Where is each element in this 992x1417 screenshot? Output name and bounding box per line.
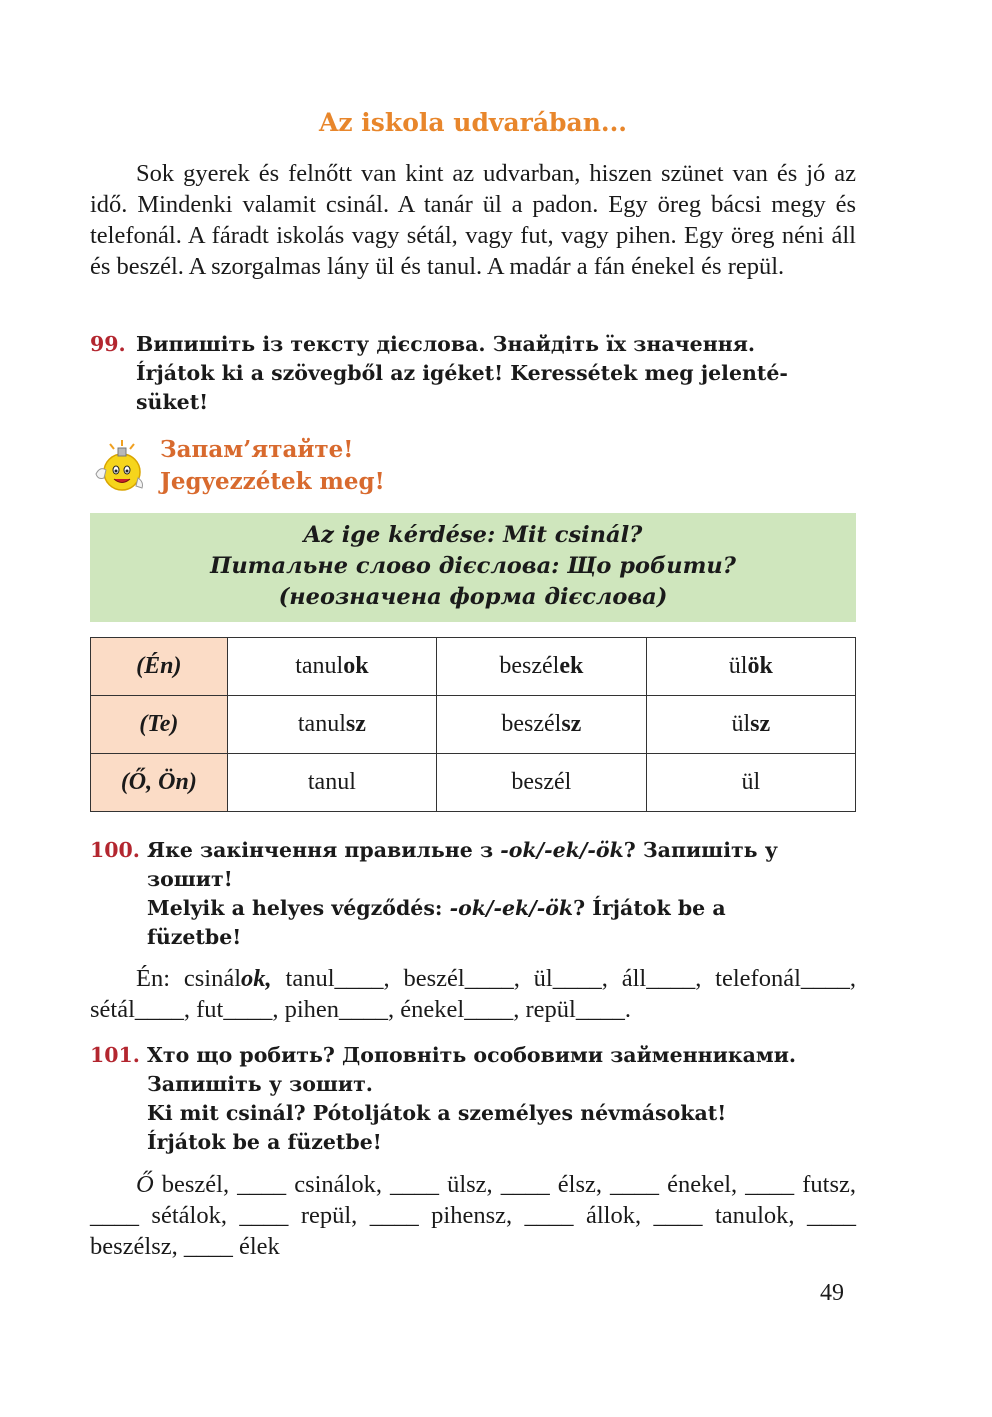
task-instruction-uk-cont: зошит! <box>147 867 233 891</box>
task-instruction-uk: Яке закінчення правильне з -ok/-ek/-ök? Запишіть у <box>147 838 778 862</box>
rule-line-note: (неозначена форма дієслова) <box>278 584 668 610</box>
table-row <box>91 754 856 812</box>
verb-cell: ül <box>646 754 855 812</box>
verb-cell: tanulok <box>227 638 436 696</box>
table-row <box>91 638 856 696</box>
exercise-101-text: Ő beszél, ____ csinálok, ____ ülsz, ____ élsz, ____ énekel, ____ futsz, ____ sétálok, ____ repül, ____ pihensz, ____ állok, ____ tanulok, ____ beszélsz, ____ élek <box>90 1171 856 1260</box>
task-instruction-hu: Írjátok ki a szövegből az igéket! Keressétek meg jelenté- <box>136 361 788 385</box>
lightbulb-icon <box>90 438 148 496</box>
remember-note <box>90 432 856 502</box>
exercise-100-text: Én: csinálok, tanul____, beszél____, ül____, áll____, telefonál____, sétál____, fut____, pihen____, énekel____, repül____. <box>90 965 857 1023</box>
table-row <box>91 696 856 754</box>
remember-title-hu: Jegyezzétek meg! <box>160 468 385 495</box>
verb-cell: ülsz <box>646 696 855 754</box>
verb-cell: tanul <box>227 754 436 812</box>
verb-cell: tanulsz <box>227 696 436 754</box>
task-instruction-uk: Випишіть із тексту дієслова. Знайдіть їх значення. <box>136 332 755 356</box>
conjugation-table <box>90 637 856 812</box>
task-instruction-uk: Хто що робить? Доповніть особовими займенниками. <box>147 1043 797 1067</box>
task-number: 101. <box>90 1043 140 1067</box>
page-title: Az iskola udvarában... <box>319 108 627 137</box>
verb-cell: beszélsz <box>437 696 647 754</box>
task-101 <box>90 1041 856 1157</box>
verb-cell: beszél <box>437 754 647 812</box>
task-instruction-hu-cont: süket! <box>136 390 209 414</box>
task-instruction-uk-cont: Запишіть у зошит. <box>147 1072 373 1096</box>
grammar-rule-box <box>90 513 856 622</box>
pronoun-cell: (Te) <box>91 696 228 754</box>
reading-text: Sok gyerek és felnőtt van kint az udvarban, hiszen szünet van és jó az idő. Mindenki valamit csinál. A tanár ül a padon. Egy öreg bácsi megy és telefonál. A fáradt iskolás vagy sétál, vagy fut, vagy pihen. Egy öreg néni áll és beszél. A szorgalmas lány ül és tanul. A madár a fán énekel és repül. <box>90 160 856 280</box>
task-number: 99. <box>90 332 126 356</box>
task-number: 100. <box>90 838 140 862</box>
task-100 <box>90 836 856 952</box>
remember-title-uk: Запам’ятайте! <box>160 436 354 463</box>
task-instruction-hu-cont: füzetbe! <box>147 925 242 949</box>
verb-cell: beszélek <box>437 638 647 696</box>
task-instruction-hu-cont: Írjátok be a füzetbe! <box>147 1130 382 1154</box>
page-number: 49 <box>820 1280 844 1306</box>
rule-line-hu: Az ige kérdése: Mit csinál? <box>303 522 643 548</box>
task-instruction-hu: Ki mit csinál? Pótoljátok a személyes névmásokat! <box>147 1101 727 1125</box>
pronoun-cell: (Én) <box>91 638 228 696</box>
pronoun-cell: (Ő, Ön) <box>91 754 228 812</box>
task-instruction-hu: Melyik a helyes végződés: -ok/-ek/-ök? Írjátok be a <box>147 896 726 920</box>
rule-line-uk: Питальне слово дієслова: Що робити? <box>210 553 736 579</box>
verb-cell: ülök <box>646 638 855 696</box>
task-99 <box>90 330 856 417</box>
